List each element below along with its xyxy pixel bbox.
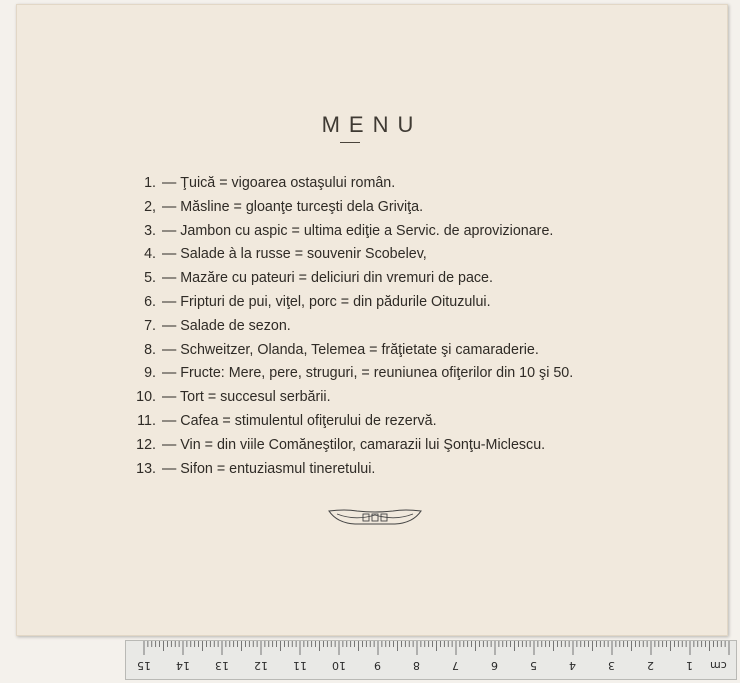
menu-item-4 — [122, 243, 573, 267]
item-text: — Mazăre cu pateuri = deliciuri din vremuri de pace. — [162, 270, 493, 287]
item-number: 7. — [144, 317, 156, 334]
menu-item-10 — [122, 386, 573, 410]
item-number: 8. — [144, 341, 156, 358]
menu-item-6 — [122, 291, 573, 315]
item-text: — Cafea = stimulentul ofiţerului de rezervă. — [162, 412, 437, 429]
item-number: 12. — [136, 436, 156, 453]
item-text: — Jambon cu aspic = ultima ediţie a Servic. de aprovizionare. — [162, 222, 554, 239]
item-number: 2, — [144, 198, 156, 215]
ruler-label-12: 12 — [254, 659, 268, 672]
item-number: 13. — [136, 460, 156, 477]
item-text: — Fructe: Mere, pere, struguri, = reuniunea ofiţerilor din 10 şi 50. — [162, 365, 574, 382]
menu-card — [16, 4, 728, 636]
menu-item-1 — [122, 172, 573, 196]
item-text: — Sifon = entuziasmul tineretului. — [162, 460, 376, 477]
menu-item-12 — [122, 434, 573, 458]
ruler-label-7: 7 — [452, 659, 459, 672]
menu-item-13 — [122, 458, 573, 482]
ornament-icon — [325, 505, 425, 527]
menu-list — [122, 172, 573, 481]
ruler-label-5: 5 — [530, 659, 537, 672]
ruler-unit-label: cm — [710, 659, 727, 672]
ruler-label-15: 15 — [137, 659, 151, 672]
ruler-label-10: 10 — [332, 659, 346, 672]
ruler-label-1: 1 — [686, 659, 693, 672]
item-text: — Salade à la russe = souvenir Scobelev, — [162, 246, 427, 263]
title-underline — [340, 142, 360, 143]
ruler-label-3: 3 — [608, 659, 615, 672]
menu-item-5 — [122, 267, 573, 291]
menu-item-11 — [122, 410, 573, 434]
item-number: 11. — [137, 412, 156, 429]
ruler-label-2: 2 — [647, 659, 654, 672]
measuring-ruler — [125, 640, 737, 680]
item-number: 10. — [136, 389, 156, 406]
menu-title-text: MENU — [321, 112, 423, 137]
ruler-label-4: 4 — [569, 659, 576, 672]
item-text: — Vin = din viile Comăneştilor, camarazii lui Şonţu-Miclescu. — [162, 436, 546, 453]
menu-item-3 — [122, 220, 573, 244]
item-text: — Tort = succesul serbării. — [162, 389, 331, 406]
menu-item-7 — [122, 315, 573, 339]
ruler-label-13: 13 — [215, 659, 229, 672]
ruler-label-6: 6 — [491, 659, 498, 672]
menu-title — [17, 112, 727, 138]
item-number: 4. — [144, 246, 156, 263]
ruler-label-8: 8 — [413, 659, 420, 672]
item-number: 3. — [144, 222, 156, 239]
ruler-label-9: 9 — [374, 659, 381, 672]
ruler-label-11: 11 — [293, 659, 307, 672]
item-text: — Măsline = gloanţe turceşti dela Griviţa. — [162, 198, 424, 215]
menu-item-9 — [122, 362, 573, 386]
item-text: — Fripturi de pui, viţel, porc = din pădurile Oituzului. — [162, 293, 491, 310]
menu-item-2 — [122, 196, 573, 220]
item-text: — Ţuică = vigoarea ostaşului român. — [162, 175, 396, 191]
item-text: — Salade de sezon. — [162, 317, 291, 334]
item-number: 9. — [144, 365, 156, 382]
item-number: 1. — [144, 175, 156, 191]
item-number: 6. — [144, 293, 156, 310]
item-text: — Schweitzer, Olanda, Telemea = frăţietate şi camaraderie. — [162, 341, 539, 358]
ruler-label-14: 14 — [176, 659, 190, 672]
item-number: 5. — [144, 270, 156, 287]
menu-item-8 — [122, 339, 573, 363]
